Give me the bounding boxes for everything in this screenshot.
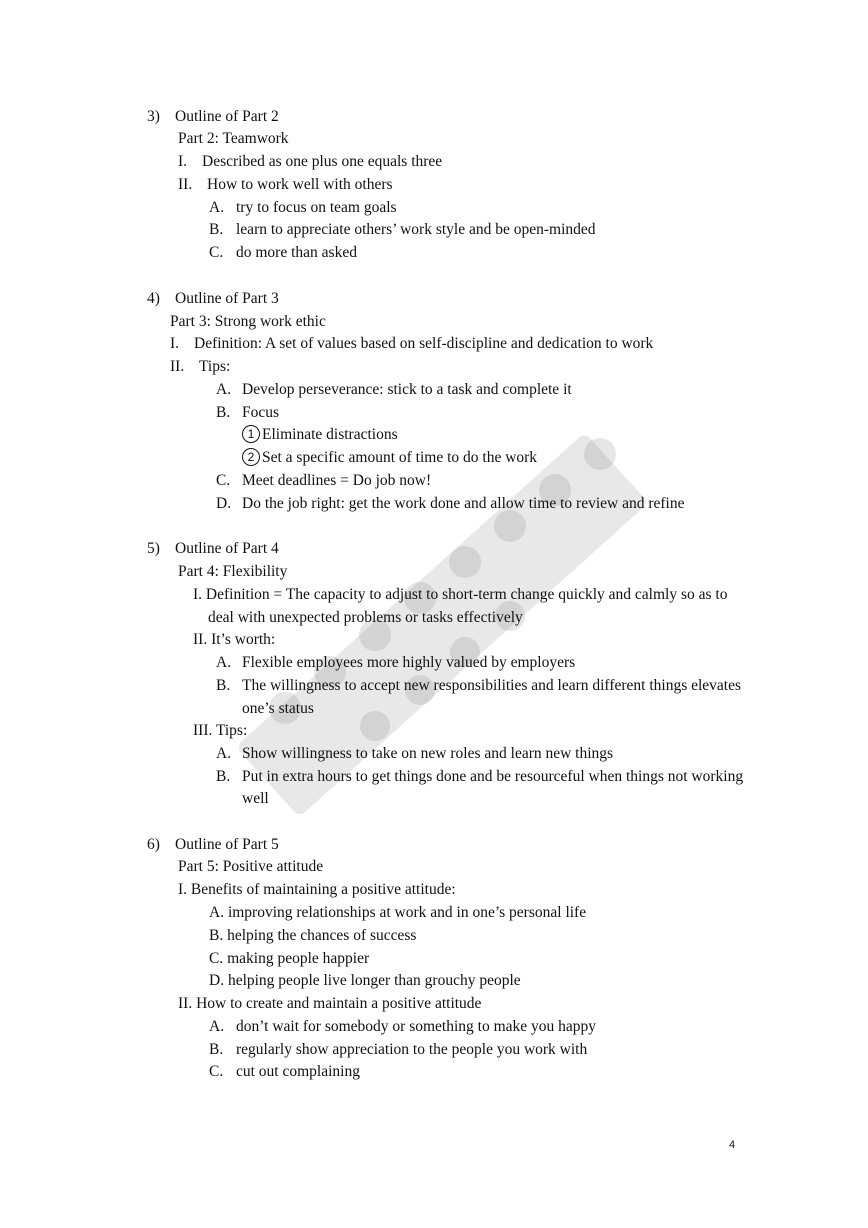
item-text: II. How to create and maintain a positive attitude — [178, 995, 482, 1012]
subitem-marker: B. — [216, 677, 231, 694]
focus-point-text: Eliminate distractions — [262, 426, 398, 443]
focus-point-text: Set a specific amount of time to do the work — [262, 449, 538, 466]
section-heading: Outline of Part 3 — [175, 290, 279, 307]
benefit-item: B. helping the chances of success — [209, 927, 417, 944]
subitem-text-continued: well — [242, 790, 269, 807]
subitem-text: Put in extra hours to get things done and be resourceful when things not working — [242, 768, 744, 785]
item-text: I. Definition = The capacity to adjust to short-term change quickly and calmly so as to — [193, 586, 728, 603]
section-heading: Outline of Part 4 — [175, 540, 279, 557]
circled-number: 2 — [242, 448, 260, 466]
focus-point — [242, 425, 398, 445]
item-text: How to work well with others — [207, 176, 393, 193]
item-text: Tips: — [199, 358, 231, 375]
subitem-marker: C. — [209, 244, 224, 261]
subitem-marker: A. — [209, 1018, 225, 1035]
section-number: 6) — [147, 836, 160, 853]
item-text: I. Benefits of maintaining a positive attitude: — [178, 881, 456, 898]
subitem-marker: A. — [209, 199, 225, 216]
benefit-item: D. helping people live longer than grouchy people — [209, 972, 521, 989]
page-number: 4 — [729, 1139, 736, 1151]
benefit-item: C. making people happier — [209, 950, 370, 967]
section-heading: Outline of Part 5 — [175, 836, 279, 853]
subitem-marker: D. — [216, 495, 232, 512]
section-number: 4) — [147, 290, 160, 307]
item-text: III. Tips: — [193, 722, 248, 739]
subitem-text: do more than asked — [236, 244, 357, 261]
subitem-marker: B. — [209, 1041, 224, 1058]
subitem-text: Develop perseverance: stick to a task and complete it — [242, 381, 572, 398]
subitem-text: regularly show appreciation to the people you work with — [236, 1041, 588, 1058]
subitem-text: Flexible employees more highly valued by employers — [242, 654, 576, 671]
item-text: II. It’s worth: — [193, 631, 276, 648]
subitem-text: Do the job right: get the work done and allow time to review and refine — [242, 495, 685, 512]
circled-number: 1 — [242, 425, 260, 443]
item-text: Definition: A set of values based on self-discipline and dedication to work — [194, 335, 654, 352]
subitem-text: The willingness to accept new responsibilities and learn different things elevates — [242, 677, 742, 694]
item-marker: II. — [170, 358, 185, 375]
subitem-text: Show willingness to take on new roles and learn new things — [242, 745, 614, 762]
item-marker: I. — [170, 335, 180, 352]
subitem-text: cut out complaining — [236, 1063, 360, 1080]
section-number: 5) — [147, 540, 160, 557]
item-text-continued: deal with unexpected problems or tasks effectively — [208, 609, 523, 626]
part-title: Part 4: Flexibility — [178, 563, 288, 580]
subitem-marker: A. — [216, 745, 232, 762]
subitem-marker: C. — [216, 472, 231, 489]
section-heading: Outline of Part 2 — [175, 108, 279, 125]
subitem-marker: A. — [216, 381, 232, 398]
subitem-text: learn to appreciate others’ work style and be open-minded — [236, 221, 596, 238]
item-text: Described as one plus one equals three — [202, 153, 443, 170]
benefit-item: A. improving relationships at work and in one’s personal life — [209, 904, 587, 921]
subitem-marker: B. — [216, 404, 231, 421]
item-marker: I. — [178, 153, 188, 170]
subitem-marker: B. — [216, 768, 231, 785]
section-number: 3) — [147, 108, 160, 125]
item-marker: II. — [178, 176, 193, 193]
subitem-marker: C. — [209, 1063, 224, 1080]
subitem-text: don’t wait for somebody or something to make you happy — [236, 1018, 597, 1035]
focus-point — [242, 448, 537, 468]
subitem-text: Meet deadlines = Do job now! — [242, 472, 432, 489]
subitem-marker: A. — [216, 654, 232, 671]
subitem-marker: B. — [209, 221, 224, 238]
part-title: Part 3: Strong work ethic — [170, 313, 326, 330]
subitem-text: Focus — [242, 404, 280, 421]
subitem-text-continued: one’s status — [242, 700, 314, 717]
part-title: Part 5: Positive attitude — [178, 858, 324, 875]
subitem-text: try to focus on team goals — [236, 199, 397, 216]
part-title: Part 2: Teamwork — [178, 130, 289, 147]
